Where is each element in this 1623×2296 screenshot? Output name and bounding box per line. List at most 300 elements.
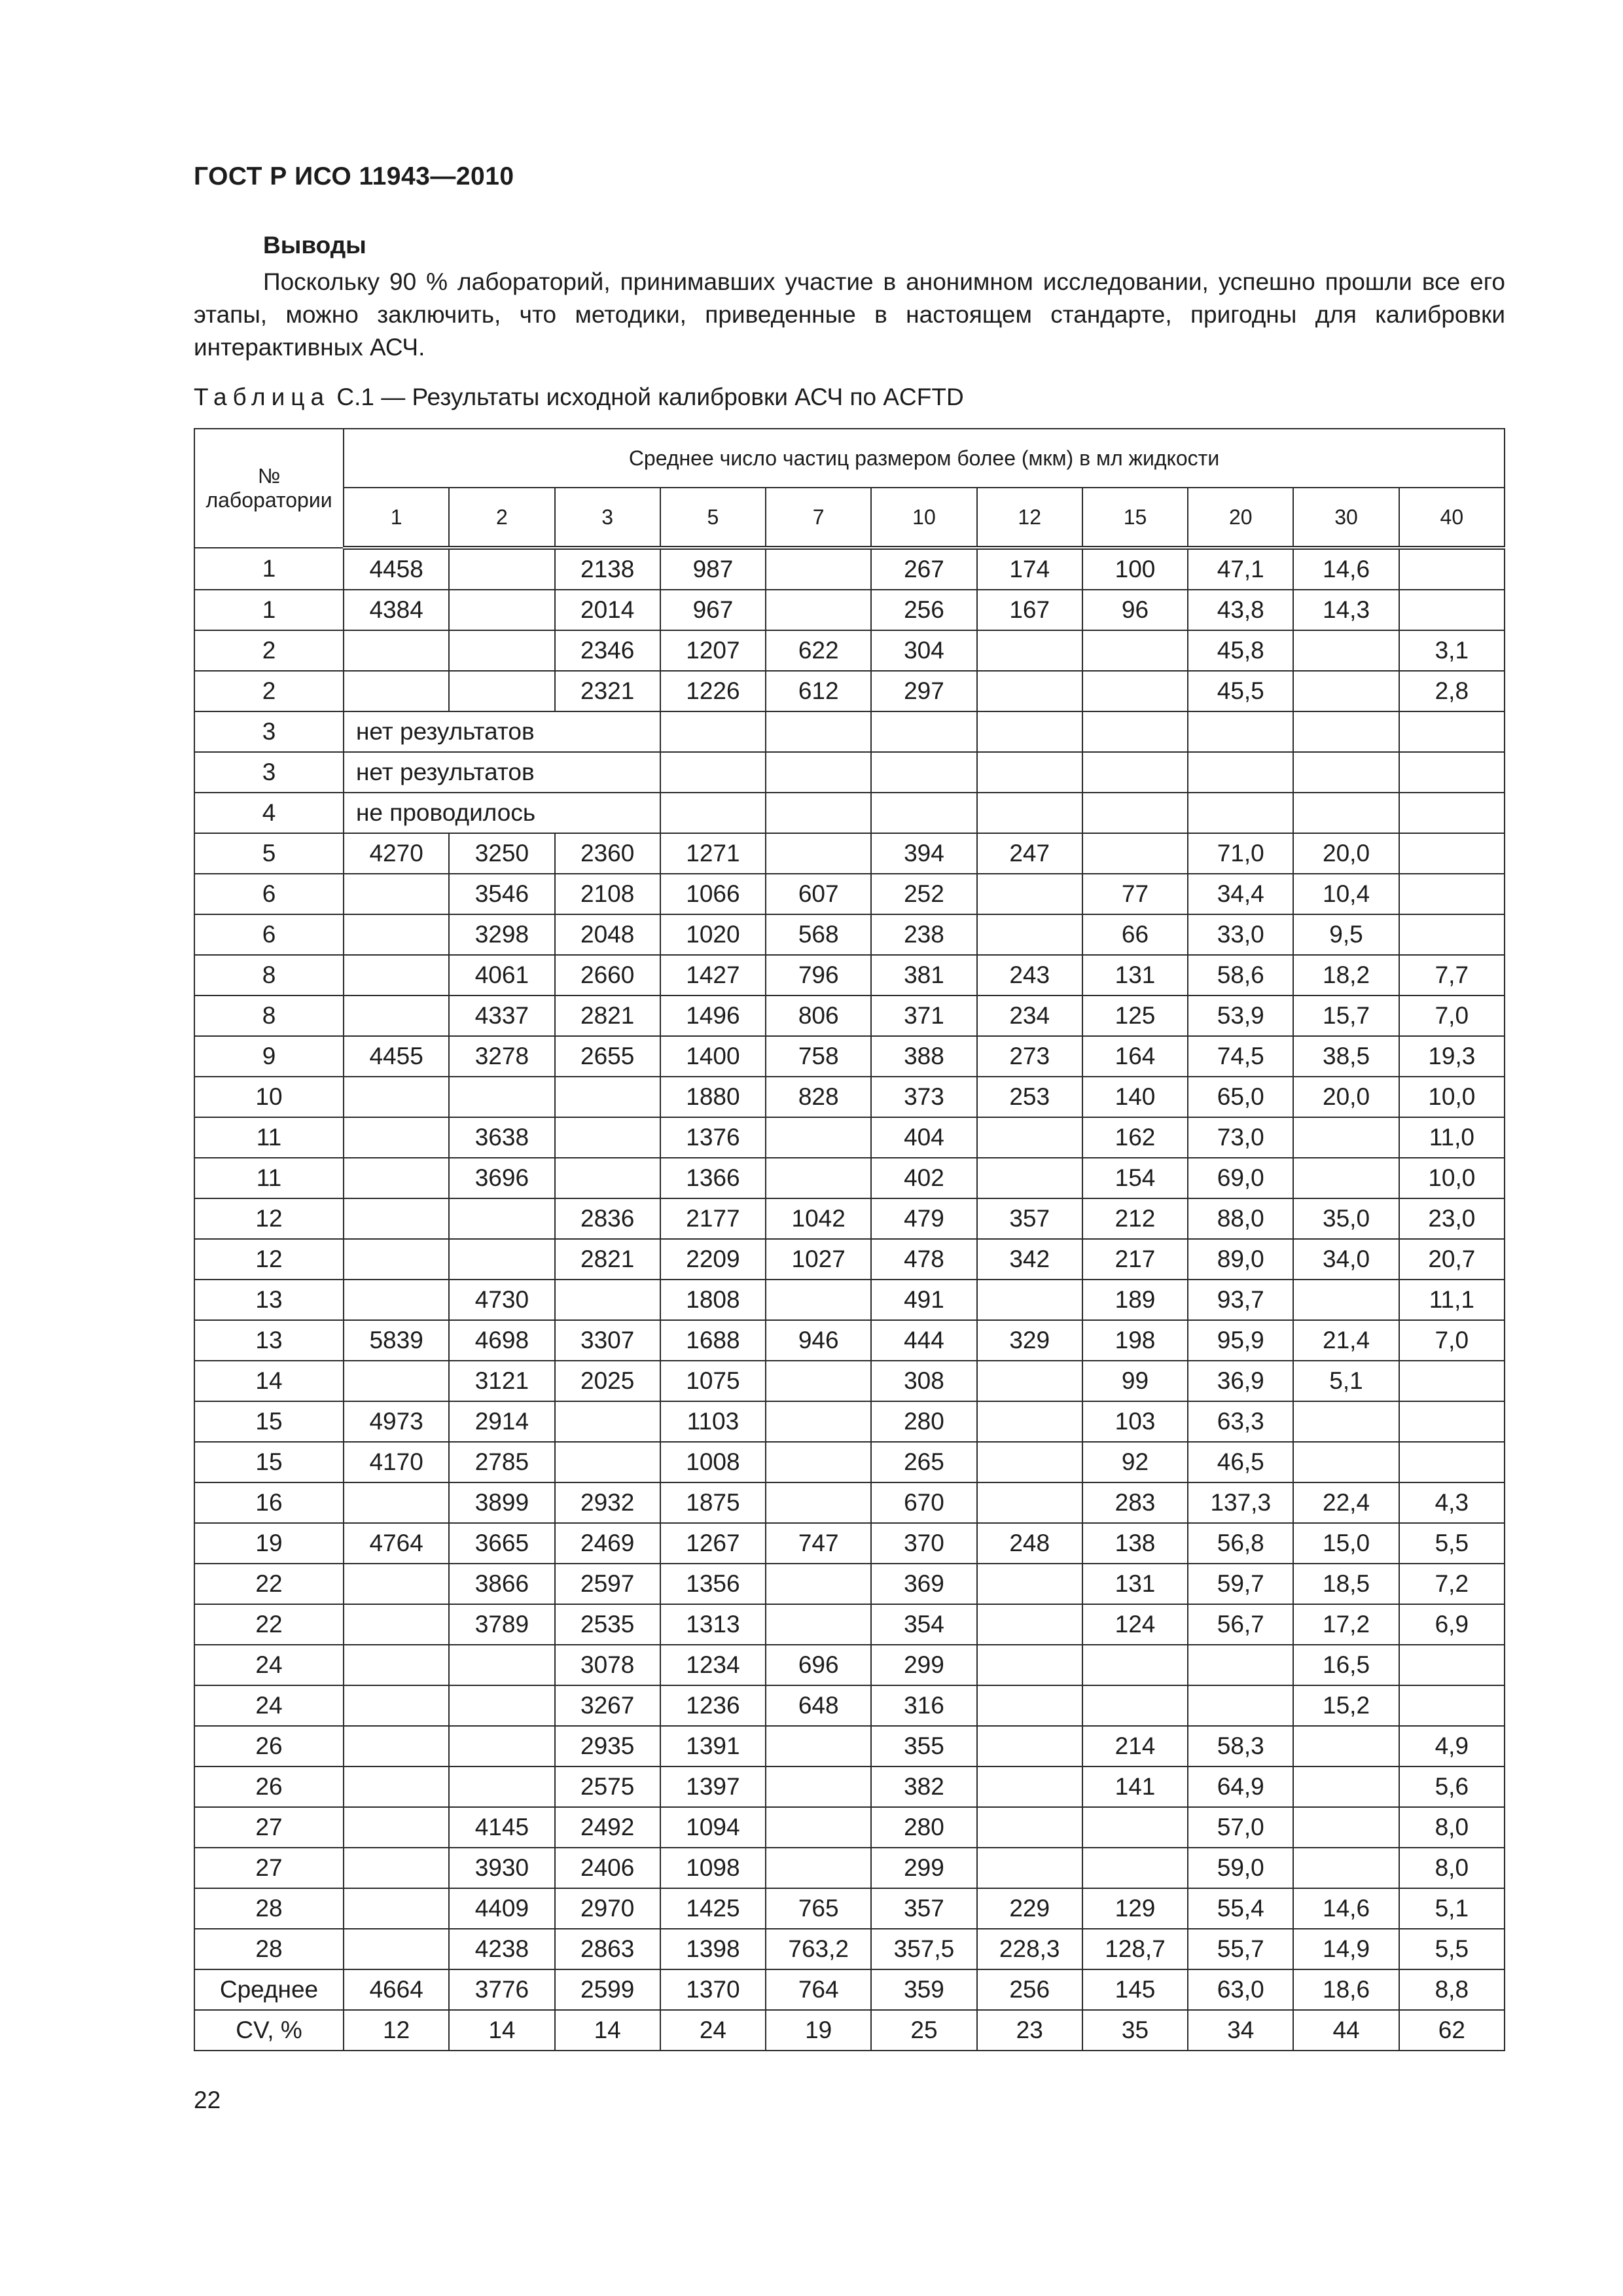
value-cell xyxy=(1399,1442,1505,1482)
value-cell xyxy=(1399,1361,1505,1401)
table-row xyxy=(194,1848,1505,1888)
size-header-cell: 3 xyxy=(555,488,660,548)
value-cell: 100 xyxy=(1082,548,1188,590)
value-cell: 1027 xyxy=(766,1239,871,1280)
empty-cell xyxy=(871,711,976,752)
table-row xyxy=(194,548,1505,590)
value-cell: 2346 xyxy=(555,630,660,671)
value-cell xyxy=(977,914,1082,955)
empty-cell xyxy=(1293,793,1399,833)
value-cell: 15,7 xyxy=(1293,996,1399,1036)
value-cell: 99 xyxy=(1082,1361,1188,1401)
lab-number-header: № лаборатории xyxy=(194,429,344,548)
value-cell: 71,0 xyxy=(1188,833,1293,874)
value-cell: 4145 xyxy=(449,1807,554,1848)
value-cell: 162 xyxy=(1082,1117,1188,1158)
value-cell: 10,4 xyxy=(1293,874,1399,914)
value-cell: 299 xyxy=(871,1848,976,1888)
value-cell: 2932 xyxy=(555,1482,660,1523)
value-cell: 388 xyxy=(871,1036,976,1077)
value-cell: 4270 xyxy=(344,833,449,874)
table-row xyxy=(194,1280,1505,1320)
value-cell xyxy=(1293,1401,1399,1442)
value-cell xyxy=(1293,671,1399,711)
value-cell: 8,0 xyxy=(1399,1848,1505,1888)
value-cell: 63,0 xyxy=(1188,1969,1293,2010)
value-cell: 7,0 xyxy=(1399,1320,1505,1361)
value-cell: 299 xyxy=(871,1645,976,1685)
value-cell: 491 xyxy=(871,1280,976,1320)
lab-number-cell: 2 xyxy=(194,671,344,711)
value-cell xyxy=(344,1482,449,1523)
value-cell: 125 xyxy=(1082,996,1188,1036)
value-cell: 2177 xyxy=(660,1198,766,1239)
lab-number-cell: 5 xyxy=(194,833,344,874)
value-cell: 128,7 xyxy=(1082,1929,1188,1969)
value-cell xyxy=(766,833,871,874)
value-cell: 18,2 xyxy=(1293,955,1399,996)
value-cell xyxy=(449,1239,554,1280)
empty-cell xyxy=(1082,793,1188,833)
value-cell: 444 xyxy=(871,1320,976,1361)
value-cell: 267 xyxy=(871,548,976,590)
empty-cell xyxy=(660,711,766,752)
value-cell xyxy=(1082,833,1188,874)
value-cell xyxy=(555,1077,660,1117)
value-cell: 1688 xyxy=(660,1320,766,1361)
value-cell: 15,2 xyxy=(1293,1685,1399,1726)
value-cell: 56,8 xyxy=(1188,1523,1293,1564)
value-cell xyxy=(977,1726,1082,1767)
lab-number-cell: Среднее xyxy=(194,1969,344,2010)
value-cell: 2014 xyxy=(555,590,660,630)
value-cell: 8,8 xyxy=(1399,1969,1505,2010)
value-cell: 3776 xyxy=(449,1969,554,2010)
value-cell: 34 xyxy=(1188,2010,1293,2051)
value-cell xyxy=(766,1117,871,1158)
value-cell: 20,7 xyxy=(1399,1239,1505,1280)
value-cell xyxy=(344,914,449,955)
note-cell: нет результатов xyxy=(344,752,660,793)
lab-number-cell: 28 xyxy=(194,1888,344,1929)
table-row xyxy=(194,1036,1505,1077)
lab-number-cell: 16 xyxy=(194,1482,344,1523)
value-cell xyxy=(766,1482,871,1523)
value-cell: 58,3 xyxy=(1188,1726,1293,1767)
value-cell xyxy=(449,1198,554,1239)
value-cell: 252 xyxy=(871,874,976,914)
value-cell xyxy=(1399,1645,1505,1685)
value-cell: 3267 xyxy=(555,1685,660,1726)
table-row xyxy=(194,1482,1505,1523)
value-cell xyxy=(977,1158,1082,1198)
value-cell: 4170 xyxy=(344,1442,449,1482)
lab-number-cell: 28 xyxy=(194,1929,344,1969)
value-cell: 357 xyxy=(977,1198,1082,1239)
value-cell: 46,5 xyxy=(1188,1442,1293,1482)
size-header-cell: 40 xyxy=(1399,488,1505,548)
note-cell: нет результатов xyxy=(344,711,660,752)
value-cell: 2785 xyxy=(449,1442,554,1482)
value-cell: 4337 xyxy=(449,996,554,1036)
value-cell: 355 xyxy=(871,1726,976,1767)
value-cell xyxy=(344,1604,449,1645)
value-cell: 370 xyxy=(871,1523,976,1564)
value-cell xyxy=(344,671,449,711)
value-cell: 14,3 xyxy=(1293,590,1399,630)
value-cell: 828 xyxy=(766,1077,871,1117)
value-cell: 212 xyxy=(1082,1198,1188,1239)
lab-number-cell: 6 xyxy=(194,874,344,914)
value-cell: 1103 xyxy=(660,1401,766,1442)
value-cell: 18,5 xyxy=(1293,1564,1399,1604)
table-row xyxy=(194,1807,1505,1848)
value-cell xyxy=(1399,874,1505,914)
lab-number-cell: 1 xyxy=(194,590,344,630)
empty-cell xyxy=(1399,793,1505,833)
value-cell xyxy=(344,1645,449,1685)
value-cell: 308 xyxy=(871,1361,976,1401)
lab-number-cell: 3 xyxy=(194,711,344,752)
value-cell: 280 xyxy=(871,1807,976,1848)
lab-number-cell: 27 xyxy=(194,1807,344,1848)
value-cell: 3250 xyxy=(449,833,554,874)
value-cell xyxy=(766,1767,871,1807)
lab-number-cell: 19 xyxy=(194,1523,344,1564)
value-cell xyxy=(344,1807,449,1848)
value-cell xyxy=(344,1239,449,1280)
value-cell: 66 xyxy=(1082,914,1188,955)
value-cell xyxy=(344,1361,449,1401)
value-cell: 14,9 xyxy=(1293,1929,1399,1969)
value-cell: 5839 xyxy=(344,1320,449,1361)
value-cell: 58,6 xyxy=(1188,955,1293,996)
value-cell: 1425 xyxy=(660,1888,766,1929)
lab-number-cell: 11 xyxy=(194,1158,344,1198)
value-cell: 1066 xyxy=(660,874,766,914)
table-row xyxy=(194,914,1505,955)
value-cell: 14,6 xyxy=(1293,548,1399,590)
table-header-row xyxy=(194,429,1505,488)
size-header-cell: 10 xyxy=(871,488,976,548)
value-cell: 77 xyxy=(1082,874,1188,914)
value-cell: 12 xyxy=(344,2010,449,2051)
value-cell: 20,0 xyxy=(1293,1077,1399,1117)
value-cell: 1880 xyxy=(660,1077,766,1117)
value-cell: 154 xyxy=(1082,1158,1188,1198)
value-cell xyxy=(344,1929,449,1969)
value-cell: 4384 xyxy=(344,590,449,630)
value-cell xyxy=(344,1280,449,1320)
value-cell: 34,0 xyxy=(1293,1239,1399,1280)
value-cell xyxy=(1082,1848,1188,1888)
value-cell xyxy=(1399,1685,1505,1726)
value-cell: 2321 xyxy=(555,671,660,711)
value-cell: 1207 xyxy=(660,630,766,671)
value-cell: 19,3 xyxy=(1399,1036,1505,1077)
value-cell: 217 xyxy=(1082,1239,1188,1280)
value-cell: 65,0 xyxy=(1188,1077,1293,1117)
value-cell: 23 xyxy=(977,2010,1082,2051)
value-cell: 1875 xyxy=(660,1482,766,1523)
value-cell: 4730 xyxy=(449,1280,554,1320)
value-cell: 1397 xyxy=(660,1767,766,1807)
value-cell xyxy=(1293,1848,1399,1888)
value-cell: 283 xyxy=(1082,1482,1188,1523)
value-cell: 2406 xyxy=(555,1848,660,1888)
value-cell: 3278 xyxy=(449,1036,554,1077)
value-cell xyxy=(977,1645,1082,1685)
value-cell: 2821 xyxy=(555,1239,660,1280)
value-cell: 2660 xyxy=(555,955,660,996)
value-cell: 4455 xyxy=(344,1036,449,1077)
value-cell xyxy=(1082,1685,1188,1726)
value-cell: 96 xyxy=(1082,590,1188,630)
value-cell: 9,5 xyxy=(1293,914,1399,955)
value-cell: 329 xyxy=(977,1320,1082,1361)
value-cell: 2469 xyxy=(555,1523,660,1564)
value-cell xyxy=(449,1685,554,1726)
value-cell: 64,9 xyxy=(1188,1767,1293,1807)
table-row xyxy=(194,1767,1505,1807)
value-cell xyxy=(977,1848,1082,1888)
value-cell xyxy=(1399,833,1505,874)
value-cell: 74,5 xyxy=(1188,1036,1293,1077)
value-cell: 189 xyxy=(1082,1280,1188,1320)
value-cell: 3866 xyxy=(449,1564,554,1604)
value-cell: 2,8 xyxy=(1399,671,1505,711)
value-cell: 36,9 xyxy=(1188,1361,1293,1401)
value-cell: 381 xyxy=(871,955,976,996)
value-cell: 1020 xyxy=(660,914,766,955)
value-cell: 612 xyxy=(766,671,871,711)
lab-number-cell: CV, % xyxy=(194,2010,344,2051)
empty-cell xyxy=(871,793,976,833)
lab-number-cell: 11 xyxy=(194,1117,344,1158)
value-cell: 764 xyxy=(766,1969,871,2010)
value-cell: 45,5 xyxy=(1188,671,1293,711)
table-row xyxy=(194,671,1505,711)
value-cell xyxy=(449,1726,554,1767)
empty-cell xyxy=(871,752,976,793)
value-cell: 1366 xyxy=(660,1158,766,1198)
value-cell: 95,9 xyxy=(1188,1320,1293,1361)
value-cell xyxy=(344,1564,449,1604)
value-cell: 479 xyxy=(871,1198,976,1239)
value-cell: 4764 xyxy=(344,1523,449,1564)
value-cell: 138 xyxy=(1082,1523,1188,1564)
value-cell: 69,0 xyxy=(1188,1158,1293,1198)
value-cell: 359 xyxy=(871,1969,976,2010)
value-cell xyxy=(1293,630,1399,671)
value-cell: 1042 xyxy=(766,1198,871,1239)
value-cell: 1075 xyxy=(660,1361,766,1401)
value-cell: 5,5 xyxy=(1399,1929,1505,1969)
value-cell: 2492 xyxy=(555,1807,660,1848)
value-cell xyxy=(449,671,554,711)
value-cell: 129 xyxy=(1082,1888,1188,1929)
value-cell: 88,0 xyxy=(1188,1198,1293,1239)
value-cell: 304 xyxy=(871,630,976,671)
value-cell xyxy=(766,1158,871,1198)
value-cell xyxy=(1293,1726,1399,1767)
value-cell xyxy=(766,1848,871,1888)
value-cell: 103 xyxy=(1082,1401,1188,1442)
value-cell xyxy=(766,1726,871,1767)
value-cell: 44 xyxy=(1293,2010,1399,2051)
value-cell xyxy=(344,1726,449,1767)
lab-number-cell: 2 xyxy=(194,630,344,671)
value-cell: 1008 xyxy=(660,1442,766,1482)
value-cell: 402 xyxy=(871,1158,976,1198)
lab-number-cell: 8 xyxy=(194,955,344,996)
value-cell: 14 xyxy=(449,2010,554,2051)
value-cell xyxy=(449,548,554,590)
value-cell: 8,0 xyxy=(1399,1807,1505,1848)
value-cell: 145 xyxy=(1082,1969,1188,2010)
value-cell: 763,2 xyxy=(766,1929,871,1969)
value-cell: 280 xyxy=(871,1401,976,1442)
empty-cell xyxy=(1293,752,1399,793)
table-caption-text: С.1 — Результаты исходной калибровки АСЧ по ACFTD xyxy=(330,384,964,410)
empty-cell xyxy=(766,711,871,752)
value-cell: 243 xyxy=(977,955,1082,996)
value-cell: 92 xyxy=(1082,1442,1188,1482)
lab-number-cell: 24 xyxy=(194,1645,344,1685)
value-cell: 568 xyxy=(766,914,871,955)
value-cell: 33,0 xyxy=(1188,914,1293,955)
value-cell xyxy=(766,1604,871,1645)
value-cell: 946 xyxy=(766,1320,871,1361)
value-cell xyxy=(1293,1117,1399,1158)
value-cell: 2836 xyxy=(555,1198,660,1239)
value-cell: 316 xyxy=(871,1685,976,1726)
empty-cell xyxy=(977,711,1082,752)
value-cell: 11,1 xyxy=(1399,1280,1505,1320)
value-cell xyxy=(766,1442,871,1482)
value-cell: 7,7 xyxy=(1399,955,1505,996)
lab-number-cell: 1 xyxy=(194,548,344,590)
table-row xyxy=(194,1117,1505,1158)
value-cell xyxy=(1293,1158,1399,1198)
value-cell xyxy=(1399,548,1505,590)
size-header-cell: 12 xyxy=(977,488,1082,548)
value-cell: 5,1 xyxy=(1399,1888,1505,1929)
value-cell: 140 xyxy=(1082,1077,1188,1117)
value-cell: 1398 xyxy=(660,1929,766,1969)
size-header-cell: 30 xyxy=(1293,488,1399,548)
lab-number-cell: 9 xyxy=(194,1036,344,1077)
value-cell xyxy=(977,1767,1082,1807)
value-cell: 7,2 xyxy=(1399,1564,1505,1604)
empty-cell xyxy=(660,752,766,793)
value-cell: 670 xyxy=(871,1482,976,1523)
table-row xyxy=(194,1929,1505,1969)
value-cell: 35,0 xyxy=(1293,1198,1399,1239)
empty-cell xyxy=(766,752,871,793)
particle-count-group-header: Среднее число частиц размером более (мкм) в мл жидкости xyxy=(344,429,1505,488)
size-header-cell: 2 xyxy=(449,488,554,548)
value-cell: 371 xyxy=(871,996,976,1036)
lab-number-cell: 15 xyxy=(194,1442,344,1482)
value-cell xyxy=(344,1888,449,1929)
value-cell xyxy=(1399,1401,1505,1442)
value-cell: 2655 xyxy=(555,1036,660,1077)
value-cell: 2863 xyxy=(555,1929,660,1969)
value-cell xyxy=(1293,1767,1399,1807)
value-cell xyxy=(766,548,871,590)
value-cell xyxy=(977,1280,1082,1320)
value-cell: 14 xyxy=(555,2010,660,2051)
value-cell: 16,5 xyxy=(1293,1645,1399,1685)
value-cell: 2025 xyxy=(555,1361,660,1401)
value-cell xyxy=(766,1361,871,1401)
table-row xyxy=(194,1564,1505,1604)
lab-number-cell: 22 xyxy=(194,1564,344,1604)
value-cell xyxy=(1293,1807,1399,1848)
value-cell: 3078 xyxy=(555,1645,660,1685)
value-cell: 131 xyxy=(1082,1564,1188,1604)
document-header: ГОСТ Р ИСО 11943—2010 xyxy=(194,162,514,190)
lab-number-cell: 10 xyxy=(194,1077,344,1117)
table-row xyxy=(194,1888,1505,1929)
table-row xyxy=(194,1401,1505,1442)
value-cell xyxy=(1082,1645,1188,1685)
value-cell: 22,4 xyxy=(1293,1482,1399,1523)
value-cell xyxy=(344,1848,449,1888)
value-cell: 357,5 xyxy=(871,1929,976,1969)
value-cell: 89,0 xyxy=(1188,1239,1293,1280)
value-cell: 2209 xyxy=(660,1239,766,1280)
value-cell: 3665 xyxy=(449,1523,554,1564)
size-header-cell: 5 xyxy=(660,488,766,548)
value-cell xyxy=(1293,1442,1399,1482)
value-cell: 248 xyxy=(977,1523,1082,1564)
table-row xyxy=(194,2010,1505,2051)
empty-cell xyxy=(1399,711,1505,752)
value-cell xyxy=(977,1807,1082,1848)
value-cell: 59,0 xyxy=(1188,1848,1293,1888)
value-cell: 2138 xyxy=(555,548,660,590)
value-cell: 45,8 xyxy=(1188,630,1293,671)
value-cell: 47,1 xyxy=(1188,548,1293,590)
table-row xyxy=(194,711,1505,752)
lab-number-cell: 4 xyxy=(194,793,344,833)
size-header-cell: 20 xyxy=(1188,488,1293,548)
table-row xyxy=(194,833,1505,874)
lab-number-cell: 13 xyxy=(194,1320,344,1361)
table-row xyxy=(194,1442,1505,1482)
value-cell: 256 xyxy=(977,1969,1082,2010)
value-cell: 63,3 xyxy=(1188,1401,1293,1442)
value-cell xyxy=(1082,671,1188,711)
value-cell: 1271 xyxy=(660,833,766,874)
lab-number-cell: 12 xyxy=(194,1239,344,1280)
value-cell xyxy=(344,874,449,914)
empty-cell xyxy=(660,793,766,833)
value-cell: 3789 xyxy=(449,1604,554,1645)
value-cell: 2535 xyxy=(555,1604,660,1645)
value-cell xyxy=(1188,1685,1293,1726)
lab-number-cell: 12 xyxy=(194,1198,344,1239)
empty-cell xyxy=(1082,752,1188,793)
value-cell: 2597 xyxy=(555,1564,660,1604)
value-cell: 4973 xyxy=(344,1401,449,1442)
table-row xyxy=(194,955,1505,996)
value-cell: 38,5 xyxy=(1293,1036,1399,1077)
table-row xyxy=(194,1969,1505,2010)
value-cell: 164 xyxy=(1082,1036,1188,1077)
